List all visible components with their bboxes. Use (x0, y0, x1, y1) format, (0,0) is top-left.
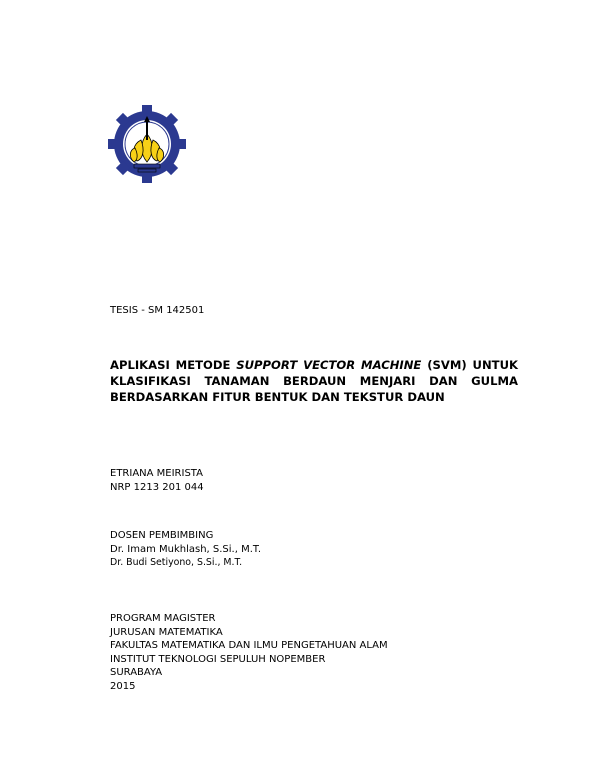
title-part-1: APLIKASI METODE (110, 358, 237, 372)
title-part-2: (SVM) UNTUK KLASIFIKASI TANAMAN BERDAUN MENJARI DAN GULMA BERDASARKAN FITUR BENTUK DAN TEKSTUR DAUN (110, 358, 518, 404)
institution-block (110, 612, 388, 693)
author-block (110, 467, 204, 494)
advisor-first: Dr. Imam Mukhlash, S.Si., M.T. (110, 543, 261, 555)
its-logo-icon (107, 104, 187, 184)
faculty-name: FAKULTAS MATEMATIKA DAN ILMU PENGETAHUAN ALAM (110, 640, 388, 651)
program-name: PROGRAM MAGISTER (110, 613, 216, 624)
city-name: SURABAYA (110, 667, 163, 678)
author-name: ETRIANA MEIRISTA (110, 468, 203, 479)
thesis-title (110, 357, 518, 405)
thesis-code: TESIS - SM 142501 (110, 305, 205, 316)
title-italic: SUPPORT VECTOR MACHINE (236, 358, 422, 372)
year: 2015 (110, 680, 136, 692)
university-name: INSTITUT TEKNOLOGI SEPULUH NOPEMBER (110, 653, 326, 665)
advisor-heading: DOSEN PEMBIMBING (110, 530, 214, 541)
department-name: JURUSAN MATEMATIKA (110, 626, 223, 638)
advisor-block (110, 529, 261, 570)
advisor-second: Dr. Budi Setiyono, S.Si., M.T. (110, 557, 243, 568)
author-nrp: NRP 1213 201 044 (110, 481, 204, 493)
